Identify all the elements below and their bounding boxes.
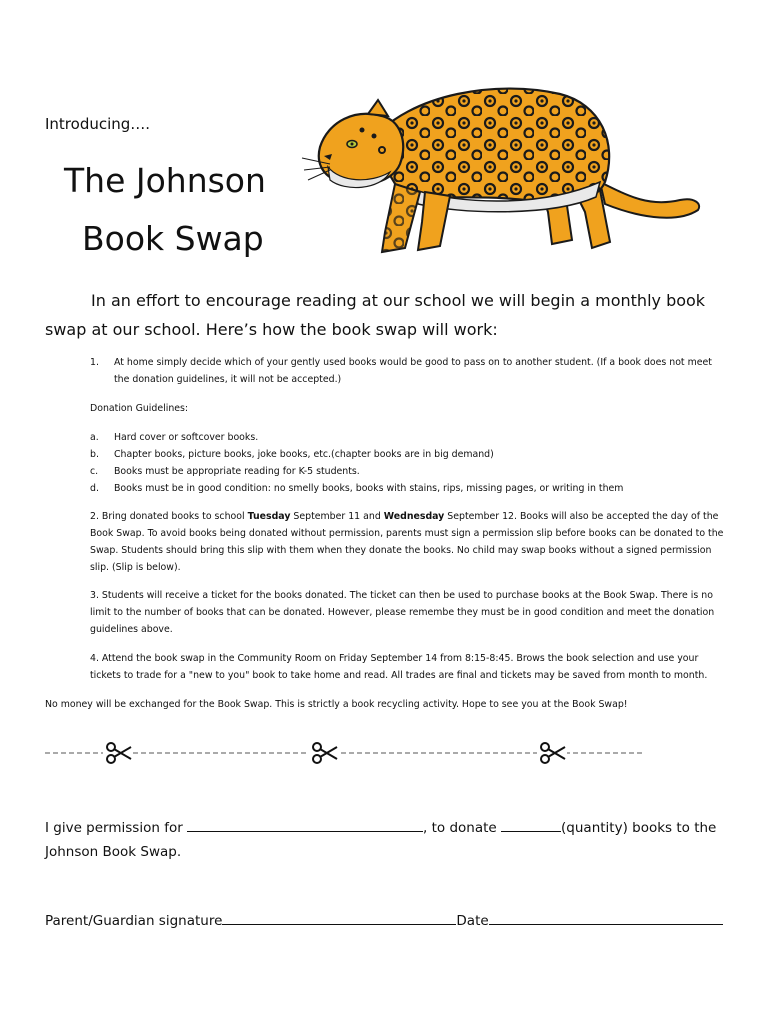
- list-item: [90, 463, 730, 480]
- step-1: [90, 354, 730, 388]
- permission-text-a: I give permission for: [45, 820, 188, 836]
- title-line-2: Book Swap: [82, 219, 264, 258]
- step-3: 3. Students will receive a ticket for the books donated. The ticket can then be used to purchase books at the Book Swap. There is no limit to the number of books that can be donated. However, please remembe they must be in good condition and meet the donation guidelines above.: [90, 590, 715, 635]
- permission-text-c: (quantity) books to the Johnson Book Swap.: [45, 820, 717, 860]
- list-item: [90, 429, 730, 446]
- list-item-letter: c.: [90, 466, 99, 477]
- list-item: [90, 480, 730, 497]
- list-item-text: Books must be appropriate reading for K-5 students.: [114, 466, 360, 477]
- cut-line: [45, 738, 645, 768]
- quantity-field[interactable]: [501, 817, 561, 832]
- signature-field[interactable]: [222, 910, 456, 925]
- date-field[interactable]: [489, 910, 723, 925]
- list-item-text: Chapter books, picture books, joke books, etc.(chapter books are in big demand): [114, 449, 494, 460]
- scissors-icon: [309, 742, 339, 764]
- step-2-mid: September 11 and: [290, 511, 384, 522]
- list-item: [90, 446, 730, 463]
- signature-label: Parent/Guardian signature: [45, 913, 223, 929]
- list-item-text: Hard cover or softcover books.: [114, 432, 259, 443]
- step-1-text: At home simply decide which of your gently used books would be good to pass on to another student. (If a book does not meet the donation guidelines, it will not be accepted.): [114, 357, 712, 385]
- scissors-icon: [103, 742, 133, 764]
- jaguar-illustration: [300, 72, 710, 262]
- list-item-letter: d.: [90, 483, 99, 494]
- step-2-day-2: Wednesday: [383, 511, 445, 522]
- step-2-suffix: September 12. Books will also be accepted the day of the Book Swap. To avoid books being donated without permission, parents must sign a permission slip before books can be donated to the Swap. Students should bring this slip with them when they donate the books. No child may swap books without a signed permission slip. (Slip is below).: [90, 511, 724, 573]
- signature-row: [45, 910, 723, 929]
- guidelines-heading: Donation Guidelines:: [90, 403, 189, 414]
- step-1-number: 1.: [90, 357, 99, 368]
- title-line-1: The Johnson: [64, 161, 266, 200]
- list-item-letter: a.: [90, 432, 99, 443]
- intro-text: Introducing….: [45, 115, 151, 133]
- list-item-text: Books must be in good condition: no smelly books, books with stains, rips, missing pages, or writing in them: [114, 483, 624, 494]
- lead-paragraph: In an effort to encourage reading at our school we will begin a monthly book swap at our school. Here’s how the book swap will work:: [45, 291, 706, 339]
- scissors-icon: [537, 742, 567, 764]
- step-4: 4. Attend the book swap in the Community Room on Friday September 14 from 8:15-8:45. Brows the book selection and use your tickets to trade for a "new to you" book to take home and read. All trades are final and tickets may be saved from month to month.: [90, 653, 708, 681]
- permission-text-b: , to donate: [423, 820, 502, 836]
- no-money-note: No money will be exchanged for the Book Swap. This is strictly a book recycling activity. Hope to see you at the Book Swap!: [45, 699, 628, 710]
- date-label: Date: [456, 913, 489, 929]
- list-item-letter: b.: [90, 449, 99, 460]
- guidelines-list: [90, 429, 730, 497]
- student-name-field[interactable]: [187, 817, 423, 832]
- step-2: [90, 508, 730, 576]
- permission-statement: [45, 816, 725, 864]
- step-2-prefix: 2. Bring donated books to school: [90, 511, 248, 522]
- step-2-day-1: Tuesday: [247, 511, 291, 522]
